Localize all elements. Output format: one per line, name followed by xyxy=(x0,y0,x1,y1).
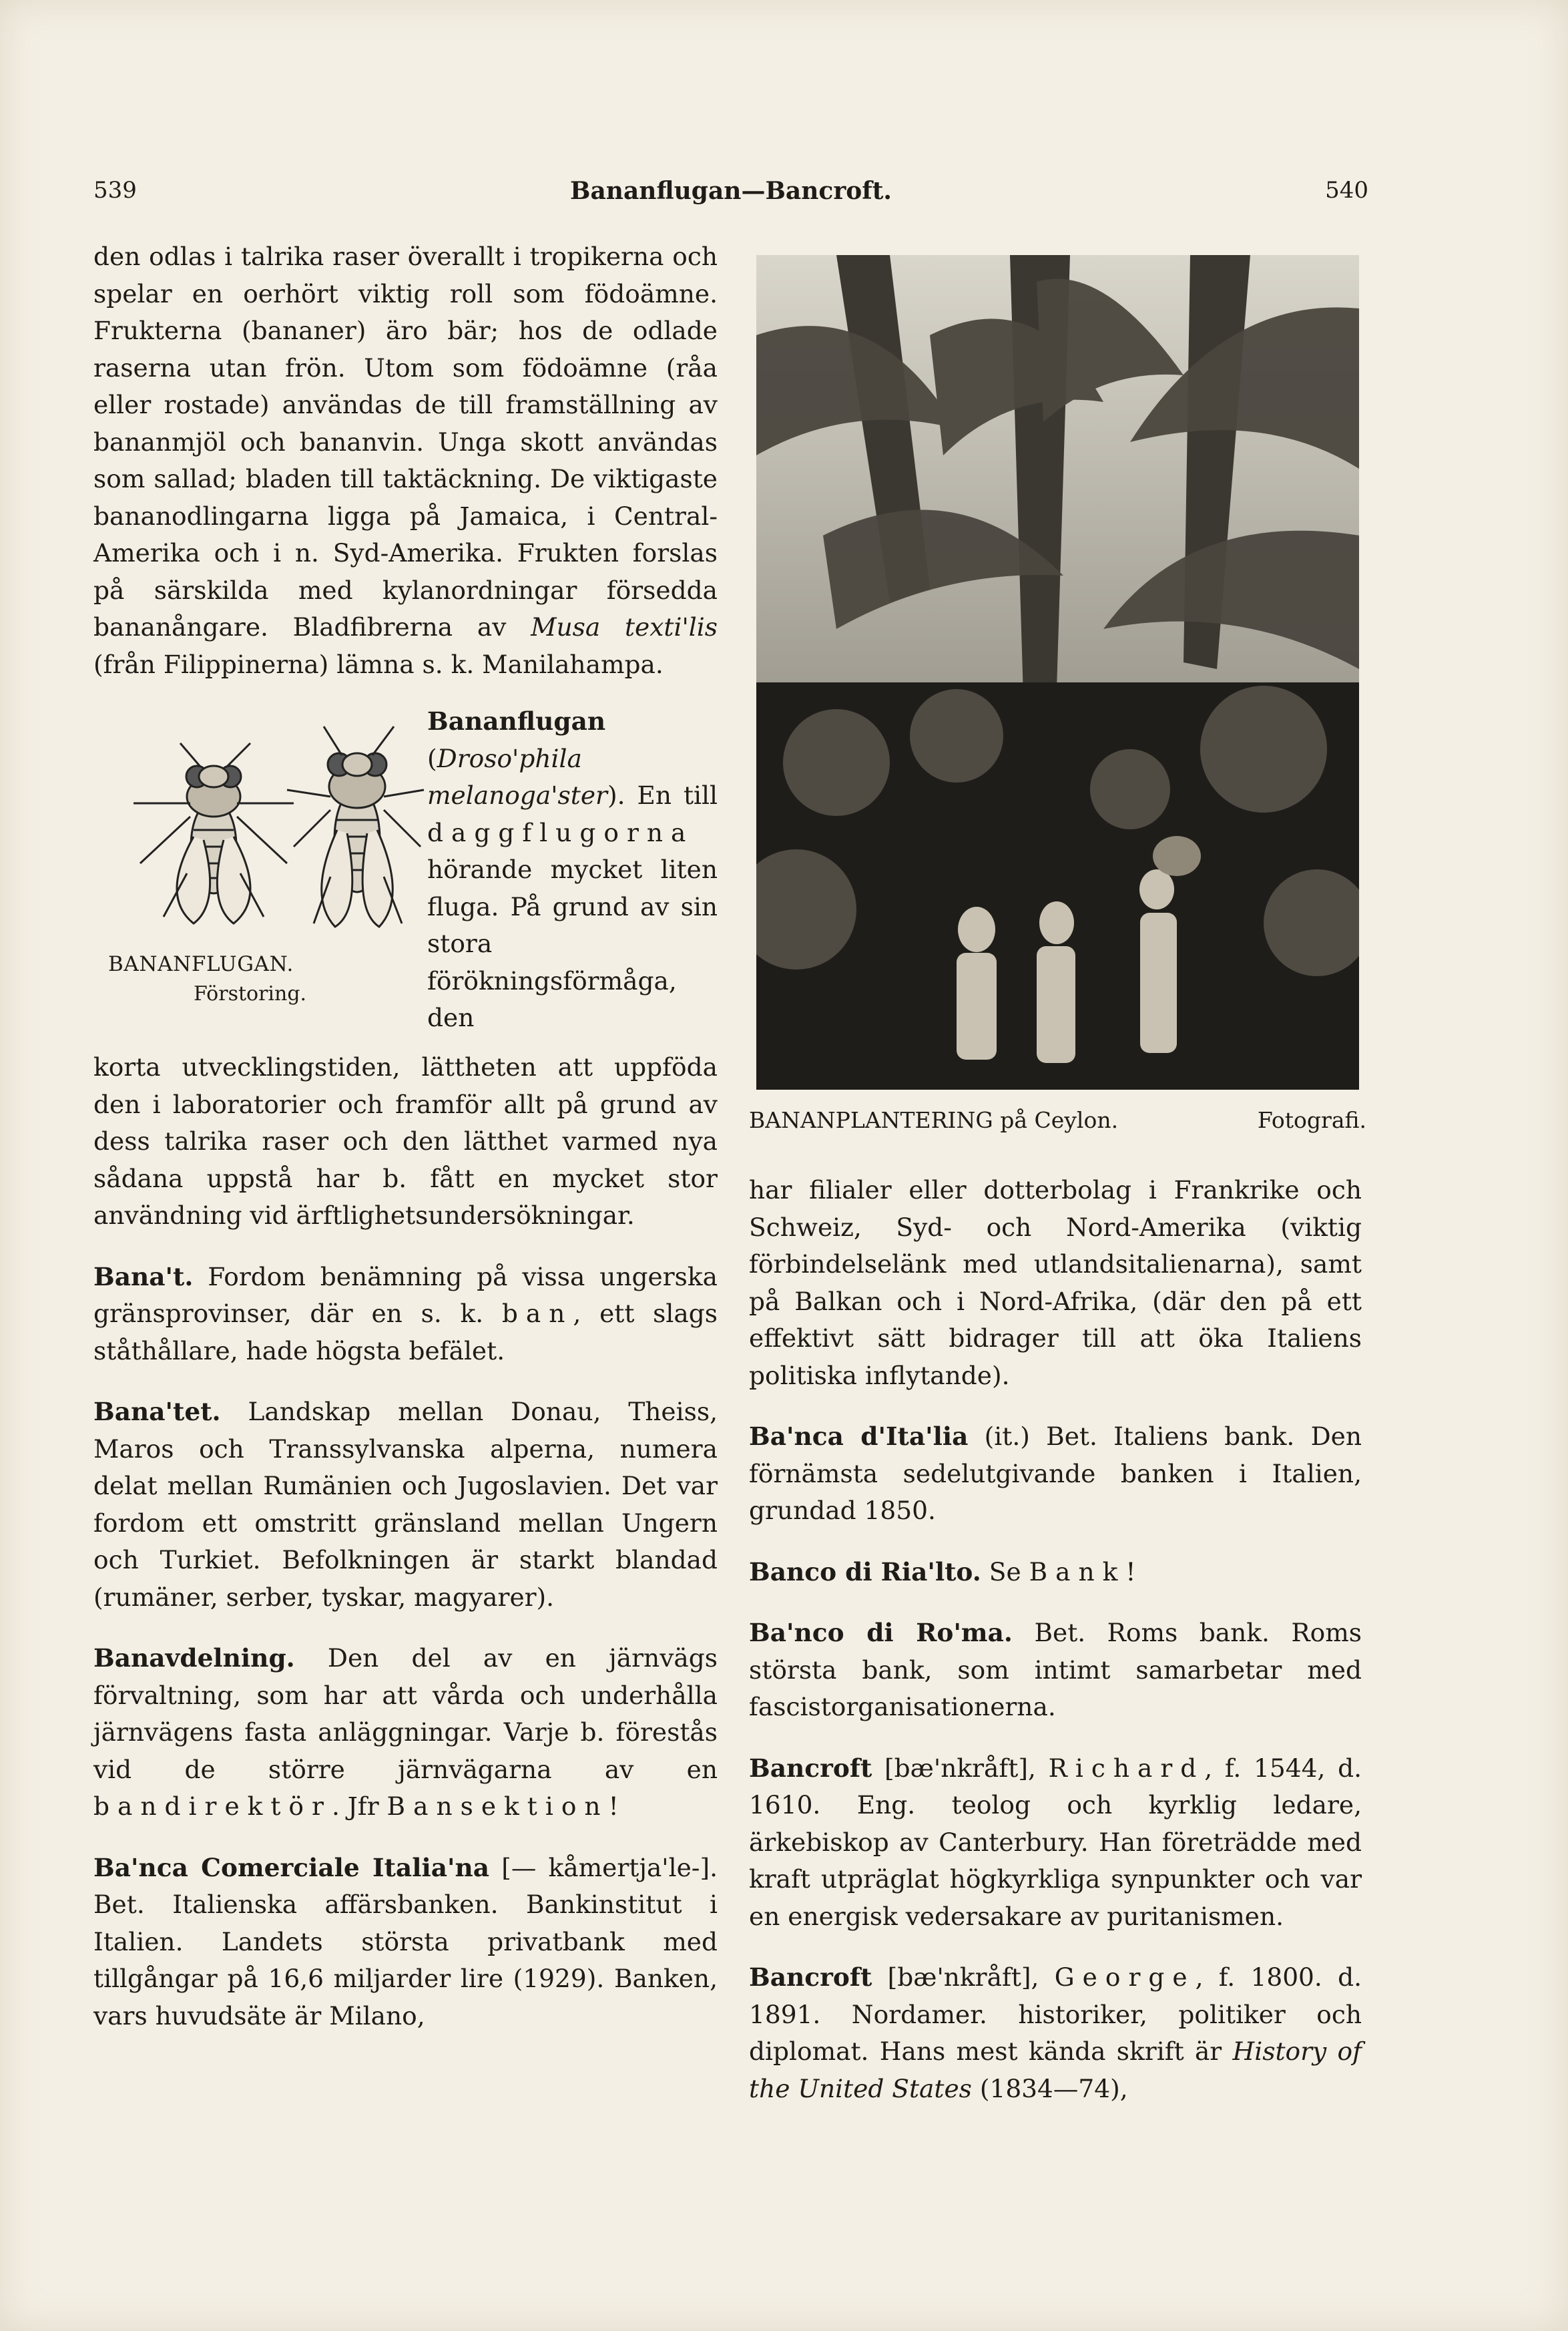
banana-entry-continuation: den odlas i talrika raser överallt i tropikerna och spelar en oerhört viktig roll som födoämne. Frukterna (bananer) äro bär; hos de odlade raserna utan frön. Utom som födoämne (råa eller rostade) användas de till framställning av bananmjöl och bananvin. Unga skott användas som sallad; bladen till taktäckning. De viktigaste bananodlingarna ligga på Jamaica, i Central-Amerika och i n. Syd-Amerika. Frukten forslas på särskilda med kylanordningar försedda bananångare. Bladfibrerna av Musa texti'lis (från Filippinerna) lämna s. k. Manilahampa. xyxy=(93,242,718,679)
entry-banca-comerciale: Ba'nca Comerciale Italia'na [— kåmertja'le-]. Bet. Italienska affärsbanken. Bankinstitut i Italien. Landets största privatbank med tillgångar på 16,6 miljarder lire (1929). Banken, vars huvudsäte är Milano, xyxy=(93,1852,718,2031)
headword: Ba'nca Comerciale Italia'na xyxy=(93,1852,490,1882)
headword: Bana't. xyxy=(93,1261,194,1291)
entry-banco-roma: Ba'nco di Ro'ma. Bet. Roms bank. Roms största bank, som intimt samarbetar med fascistorganisationerna. xyxy=(749,1618,1362,1721)
fruit-fly-illustration xyxy=(93,703,427,1050)
fruit-fly-entry-continuation: korta utvecklingstiden, lättheten att uppföda den i laboratorier och framför allt på grund av dess talrika raser och den lätthet varmed nya sådana uppstå har b. fått en mycket stor användning vid ärftlighetsundersökningar. xyxy=(93,1052,718,1230)
entry-banatet: Bana'tet. Landskap mellan Donau, Theiss, Maros och Transsylvanska alperna, numera delat mellan Rumänien och Jugoslavien. Det var fordom ett omstritt gränsland mellan Ungern och Turkiet. Befolkningen är starkt blandad (rumäner, serber, tyskar, magyarer). xyxy=(93,1397,718,1612)
fruit-fly-figure-block xyxy=(93,703,718,1049)
work-title: History of the United States xyxy=(749,2037,1362,2103)
headword: Ba'nca d'Ita'lia xyxy=(749,1422,969,1451)
plantation-photo-drawing xyxy=(756,255,1359,1090)
headword: Banco di Ria'lto. xyxy=(749,1556,981,1586)
headword: Bananflugan xyxy=(427,706,606,736)
headword: Bancroft xyxy=(749,1753,872,1783)
figure-magnification: Förstoring. xyxy=(194,982,307,1006)
entry-banavdelning: Banavdelning. Den del av en järnvägs förvaltning, som har att vårda och underhålla järnvägens fasta anläggningar. Varje b. förestås vid de större järnvägarna av en bandirektör. Jfr Bansektion! xyxy=(93,1643,718,1821)
entry-banco-rialto: Banco di Ria'lto. Se Bank! xyxy=(749,1556,1136,1586)
entry-bancroft-richard: Bancroft [bæ'nkråft], Richard, f. 1544, d. 1610. Eng. teolog och kyrklig ledare, ärkebiskop av Canterbury. Han företrädde med kraft utpräglat högkyrkliga synpunkter och var en energisk vedersakare av puritanismen. xyxy=(749,1753,1362,1931)
headword: Bana'tet. xyxy=(93,1397,221,1426)
entry-banca-ditalia: Ba'nca d'Ita'lia (it.) Bet. Italiens bank. Den förnämsta sedelutgivande banken i Italien, grundad 1850. xyxy=(749,1422,1362,1525)
entry-bancroft-george: Bancroft [bæ'nkråft], George, f. 1800. d. 1891. Nordamer. historiker, politiker och diplomat. Hans mest kända skrift är History of the United States (1834—74), xyxy=(749,1962,1362,2103)
headword: Bancroft xyxy=(749,1962,872,1992)
fruit-fly-entry: Bananflugan (Droso'phila melanoga'ster). En till daggflugorna hörande mycket liten fluga. På grund av sin stora förökningsförmåga, den xyxy=(427,706,718,1032)
page-number-right: 540 xyxy=(1325,177,1368,204)
banca-comerciale-continuation: har filialer eller dotterbolag i Frankrike och Schweiz, Syd- och Nord-Amerika (viktig förbindelselänk med utlandsitalienarna), samt på Balkan och i Nord-Afrika, (där den på ett effektivt sätt bidrager till att öka Italiens politiska inflytande). xyxy=(749,1175,1362,1390)
species-name: Droso'phila melanoga'ster xyxy=(427,743,607,810)
entry-banat: Bana't. Fordom benämning på vissa ungerska gränsprovinser, där en s. k. ban, ett slags ståthållare, hade högsta befälet. xyxy=(93,1261,718,1365)
right-column xyxy=(749,1172,1362,2107)
species-name: Musa texti'lis xyxy=(531,612,718,642)
fruit-fly-drawing xyxy=(93,703,427,943)
photo-caption: BANANPLANTERING på Ceylon. Fotografi. xyxy=(749,1107,1366,1133)
running-title: Bananflugan—Bancroft. xyxy=(570,177,892,205)
banana-plantation-photo xyxy=(756,255,1359,1090)
left-column xyxy=(93,238,718,2035)
page-header xyxy=(93,177,1368,217)
figure-caption: BANANFLUGAN. xyxy=(108,952,294,976)
headword: Banavdelning. xyxy=(93,1643,295,1673)
headword: Ba'nco di Ro'ma. xyxy=(749,1618,1013,1647)
page-number-left: 539 xyxy=(93,177,137,204)
